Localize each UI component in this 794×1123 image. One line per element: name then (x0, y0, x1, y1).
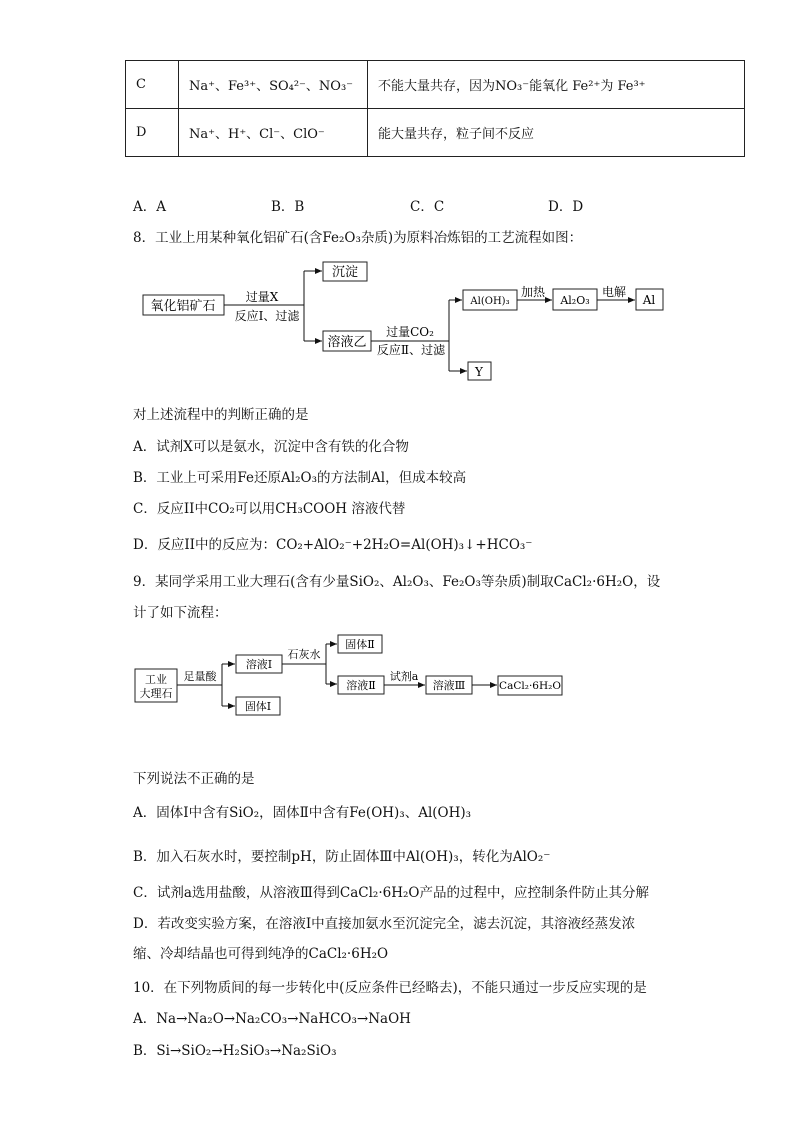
q9-question: 下列说法不正确的是 (133, 771, 255, 787)
flow-label-y: Y (475, 365, 483, 379)
flow-label-al: Al (642, 293, 656, 307)
q8-option-c: C．反应II中CO₂可以用CH₃COOH 溶液代替 (133, 501, 406, 517)
flow-label-precipitate: 沉淀 (331, 265, 359, 280)
q9-option-d-cont: 缩、冷却结晶也可得到纯净的CaCl₂·6H₂O (133, 946, 389, 962)
table-cell-ions: Na⁺、H⁺、Cl⁻、ClO⁻ (179, 109, 368, 157)
flow-label-sol1: 溶液Ⅰ (245, 658, 273, 671)
flow-label-acid: 足量酸 (183, 670, 217, 683)
flow-label-solid2: 固体Ⅱ (345, 638, 375, 651)
flow-label-solution: 溶液乙 (327, 335, 367, 350)
q8-flow-diagram (0, 0, 794, 400)
q9-option-b: B．加入石灰水时，要控制pH，防止固体Ⅲ中Al(OH)₃，转化为AlO₂⁻ (133, 849, 551, 865)
flow-label-sol3: 溶液Ⅲ (432, 679, 466, 692)
q9-option-a: A．固体Ⅰ中含有SiO₂，固体Ⅱ中含有Fe(OH)₃、Al(OH)₃ (133, 805, 472, 821)
table-cell-judgment: 不能大量共存，因为NO₃⁻能氧化 Fe²⁺为 Fe³⁺ (368, 61, 745, 109)
flow-label-reagent-a: 试剂a (389, 670, 419, 683)
q7-choice-b: B．B (271, 199, 305, 215)
flow-label-co2: 过量CO₂ (386, 325, 434, 339)
q9-stem-line1: 9．某同学采用工业大理石(含有少量SiO₂、Al₂O₃、Fe₂O₃等杂质)制取CaCl₂·6H₂O，设 (133, 574, 661, 590)
flow-label-heat: 加热 (520, 285, 546, 299)
flow-label-reaction1: 反应Ⅰ、过滤 (234, 309, 300, 323)
q7-choice-c: C．C (410, 199, 445, 215)
flow-label-product: CaCl₂·6H₂O (499, 680, 561, 692)
flow-label-limewater: 石灰水 (287, 648, 321, 661)
q8-option-b: B．工业上可采用Fe还原Al₂O₃的方法制Al，但成本较高 (133, 470, 467, 486)
flow-label-al2o3: Al₂O₃ (560, 294, 590, 307)
q10-stem: 10．在下列物质间的每一步转化中(反应条件已经略去)，不能只通过一步反应实现的是 (133, 980, 647, 996)
flow-label-marble-line1: 工业 (145, 673, 167, 686)
q8-question: 对上述流程中的判断正确的是 (133, 407, 309, 423)
flow-label-electrolysis: 电解 (601, 285, 627, 299)
flow-label-marble-line2: 大理石 (139, 687, 173, 700)
q10-option-b: B．Si→SiO₂→H₂SiO₃→Na₂SiO₃ (133, 1043, 337, 1059)
q9-option-d: D．若改变实验方案，在溶液Ⅰ中直接加氨水至沉淀完全，滤去沉淀，其溶液经蒸发浓 (133, 916, 636, 932)
q9-flow-diagram (0, 620, 794, 730)
q7-choice-d: D．D (548, 199, 584, 215)
q8-option-a: A．试剂X可以是氨水，沉淀中含有铁的化合物 (133, 439, 409, 455)
q7-choice-a: A．A (133, 199, 166, 215)
table-cell-option: D (126, 109, 179, 157)
flow-label-reagent-x: 过量X (245, 290, 279, 304)
flow-label-start: 氧化铝矿石 (150, 299, 216, 314)
table-cell-ions: Na⁺、Fe³⁺、SO₄²⁻、NO₃⁻ (179, 61, 368, 109)
q8-option-d: D．反应II中的反应为：CO₂+AlO₂⁻+2H₂O=Al(OH)₃↓+HCO₃⁻ (133, 537, 533, 553)
q10-option-a: A．Na→Na₂O→Na₂CO₃→NaHCO₃→NaOH (133, 1011, 411, 1027)
table-cell-judgment: 能大量共存，粒子间不反应 (368, 109, 745, 157)
table-cell-option: C (126, 61, 179, 109)
q9-option-c: C．试剂a选用盐酸，从溶液Ⅲ得到CaCl₂·6H₂O产品的过程中，应控制条件防止其分解 (133, 885, 649, 901)
flow-label-reaction2: 反应Ⅱ、过滤 (376, 343, 446, 357)
q8-stem: 8．工业上用某种氧化铝矿石(含Fe₂O₃杂质)为原料冶炼铝的工艺流程如图： (133, 230, 583, 246)
q9-stem-line2: 计了如下流程： (133, 605, 228, 621)
flow-label-solid1: 固体Ⅰ (244, 700, 272, 713)
flow-label-sol2: 溶液Ⅱ (346, 679, 376, 692)
flow-label-aloh3: Al(OH)₃ (470, 296, 510, 307)
